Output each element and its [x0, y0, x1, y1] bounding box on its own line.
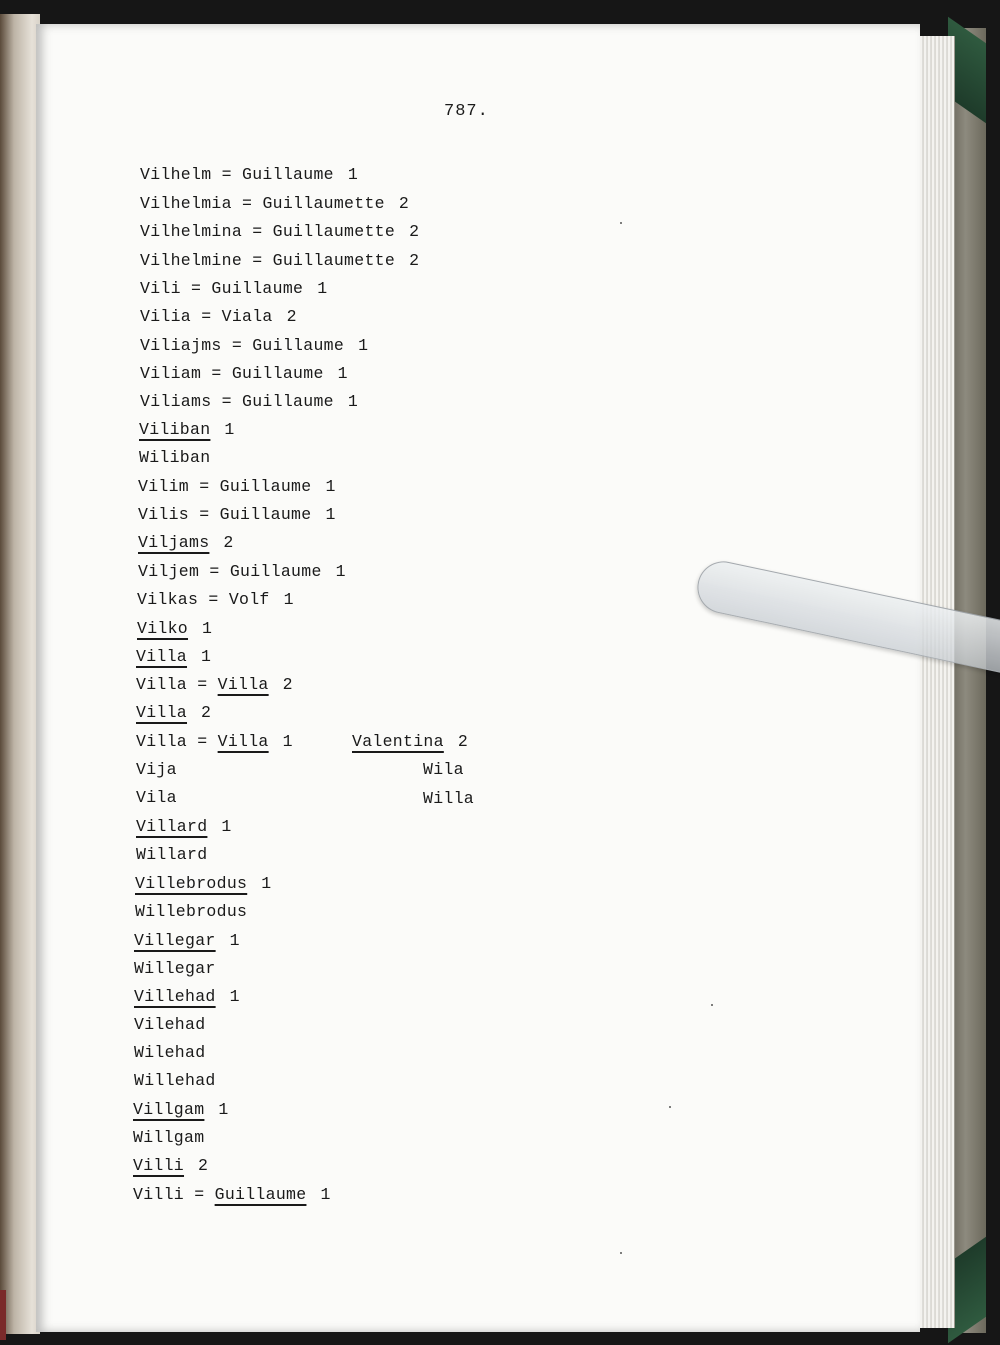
entry-name: Vila — [136, 788, 177, 807]
name-entry — [133, 1100, 229, 1119]
entry-name: Willa — [423, 789, 475, 808]
name-entry — [136, 675, 293, 694]
equals-sign: = — [180, 279, 212, 298]
name-entry — [138, 505, 336, 524]
name-entry — [138, 533, 234, 552]
entry-name: Willgam — [133, 1128, 205, 1147]
right-column-entry — [352, 732, 468, 751]
entry-name: Villa — [136, 647, 188, 666]
name-entry — [140, 307, 297, 326]
name-entry — [138, 477, 336, 496]
name-entry — [140, 251, 419, 270]
entry-frequency: 1 — [221, 817, 232, 836]
entry-equivalent: Guillaume — [252, 336, 345, 355]
entry-name: Vija — [136, 760, 177, 779]
entry-frequency: 1 — [317, 279, 328, 298]
entry-name: Valentina — [352, 732, 444, 751]
entry-name: Vilehad — [134, 1015, 206, 1034]
entry-name: Villa — [136, 675, 188, 694]
entry-equivalent: Guillaume — [214, 1185, 307, 1204]
name-entry — [136, 760, 177, 779]
entry-equivalent: Guillaume — [242, 392, 334, 411]
name-entry — [136, 703, 211, 722]
entry-frequency: 1 — [337, 364, 348, 383]
name-entry — [137, 619, 212, 638]
name-entry — [134, 1043, 205, 1062]
entry-name: Villard — [136, 817, 208, 836]
equals-sign: = — [201, 364, 232, 383]
entry-name: Vilhelmina — [140, 222, 243, 241]
equals-sign: = — [189, 477, 220, 496]
entry-frequency: 1 — [347, 165, 359, 184]
name-entry — [140, 392, 358, 411]
entry-frequency: 1 — [261, 874, 272, 893]
entry-name: Wila — [423, 760, 464, 779]
entry-name: Willegar — [134, 959, 216, 978]
name-entry — [134, 1015, 205, 1034]
entry-frequency: 1 — [325, 505, 336, 524]
name-entry — [137, 590, 294, 609]
name-entry — [135, 902, 247, 921]
book-cover — [952, 28, 986, 1333]
entry-frequency: 1 — [282, 732, 293, 751]
entry-equivalent: Guillaume — [219, 505, 312, 524]
equals-sign: = — [231, 194, 263, 213]
equals-sign: = — [242, 222, 273, 241]
equals-sign: = — [187, 675, 218, 694]
entry-name: Vilhelmine — [140, 251, 243, 270]
entry-name: Vilkas — [137, 590, 199, 609]
entry-equivalent: Viala — [221, 307, 273, 326]
name-entry — [140, 279, 327, 298]
entry-equivalent: Villa — [217, 732, 269, 751]
name-entry — [134, 931, 240, 950]
name-entry — [133, 1128, 204, 1147]
speck — [711, 1004, 713, 1006]
name-entry — [136, 647, 211, 666]
entry-equivalent: Villa — [217, 675, 269, 694]
entry-frequency: 1 — [218, 1100, 229, 1119]
document-page — [36, 24, 920, 1332]
equals-sign: = — [211, 392, 243, 411]
entry-frequency: 1 — [229, 931, 240, 950]
entry-frequency: 2 — [201, 703, 212, 722]
name-entry — [133, 1185, 331, 1204]
right-column-entry — [423, 789, 474, 808]
equals-sign: = — [211, 165, 243, 184]
entry-name: Villi — [133, 1185, 185, 1204]
entry-name: Vilim — [138, 477, 190, 496]
entry-name: Vilia — [140, 307, 192, 326]
entry-frequency: 1 — [320, 1185, 331, 1204]
equals-sign: = — [198, 590, 229, 609]
entry-frequency: 1 — [229, 987, 240, 1006]
entry-name: Villa — [136, 732, 188, 751]
entry-frequency: 2 — [398, 194, 410, 213]
entry-name: Vili — [140, 279, 181, 298]
entry-equivalent: Guillaume — [229, 562, 322, 581]
entry-frequency: 2 — [286, 307, 297, 326]
entry-equivalent: Guillaume — [211, 279, 304, 298]
entry-equivalent: Guillaumette — [272, 222, 396, 241]
equals-sign: = — [199, 562, 230, 581]
entry-frequency: 1 — [335, 562, 346, 581]
entry-equivalent: Volf — [228, 590, 270, 609]
equals-sign: = — [189, 505, 220, 524]
name-entry — [139, 420, 235, 439]
name-entry — [134, 1071, 216, 1090]
entry-name: Willebrodus — [135, 902, 248, 921]
entry-name: Wilehad — [134, 1043, 206, 1062]
entry-name: Viljams — [138, 533, 210, 552]
entry-name: Wiliban — [139, 448, 211, 467]
name-entry — [136, 817, 232, 836]
entry-frequency: 1 — [325, 477, 336, 496]
speck — [620, 222, 622, 224]
entry-name: Viliam — [140, 364, 202, 383]
name-entry — [140, 165, 358, 184]
name-entry — [134, 987, 240, 1006]
entry-equivalent: Guillaumette — [272, 251, 396, 270]
entry-frequency: 2 — [409, 251, 420, 270]
entry-name: Vilko — [137, 619, 189, 638]
entry-name: Villi — [133, 1156, 185, 1175]
name-entry — [136, 788, 177, 807]
name-entry — [134, 959, 216, 978]
facing-page-edge — [0, 14, 40, 1334]
entry-frequency: 1 — [224, 420, 235, 439]
entry-name: Villa — [136, 703, 188, 722]
entry-name: Viliban — [139, 420, 211, 439]
name-entry — [136, 732, 293, 751]
entry-frequency: 1 — [347, 392, 359, 411]
entry-name: Villehad — [134, 987, 216, 1006]
equals-sign: = — [187, 732, 218, 751]
entry-equivalent: Guillaumette — [262, 194, 385, 213]
entry-name: Villgam — [133, 1100, 205, 1119]
entry-equivalent: Guillaume — [231, 364, 324, 383]
entry-name: Viliams — [140, 392, 212, 411]
entry-frequency: 2 — [409, 222, 420, 241]
name-entry — [135, 874, 271, 893]
equals-sign: = — [242, 251, 273, 270]
entry-frequency: 1 — [201, 647, 212, 666]
entry-frequency: 2 — [282, 675, 293, 694]
name-entry — [140, 336, 368, 355]
speck — [669, 1106, 671, 1108]
name-entry — [133, 1156, 208, 1175]
name-entry — [136, 845, 207, 864]
entry-frequency: 2 — [457, 732, 469, 751]
entry-frequency: 1 — [283, 590, 294, 609]
equals-sign: = — [191, 307, 222, 326]
book-cover-edge — [0, 1290, 6, 1340]
equals-sign: = — [184, 1185, 215, 1204]
speck — [620, 1252, 622, 1254]
equals-sign: = — [221, 336, 253, 355]
entry-frequency: 2 — [198, 1156, 209, 1175]
entry-name: Willehad — [134, 1071, 216, 1090]
name-entry — [138, 562, 346, 581]
name-entry — [140, 194, 409, 213]
entry-frequency: 2 — [223, 533, 234, 552]
entry-frequency: 1 — [358, 336, 369, 355]
entry-name: Vilhelm — [140, 165, 212, 184]
right-column-entry — [423, 760, 464, 779]
entry-frequency: 1 — [202, 619, 213, 638]
name-entry — [140, 364, 348, 383]
name-entry — [140, 222, 419, 241]
entry-name: Villegar — [134, 931, 216, 950]
entry-name: Vilis — [138, 505, 190, 524]
entry-name: Vilhelmia — [140, 194, 232, 213]
entry-name: Villebrodus — [135, 874, 248, 893]
name-entry — [139, 448, 210, 467]
entry-name: Viliajms — [140, 336, 222, 355]
entry-equivalent: Guillaume — [219, 477, 312, 496]
entry-name: Viljem — [138, 562, 200, 581]
page-number: 787. — [444, 102, 489, 121]
entry-name: Willard — [136, 845, 208, 864]
entry-equivalent: Guillaume — [242, 165, 334, 184]
